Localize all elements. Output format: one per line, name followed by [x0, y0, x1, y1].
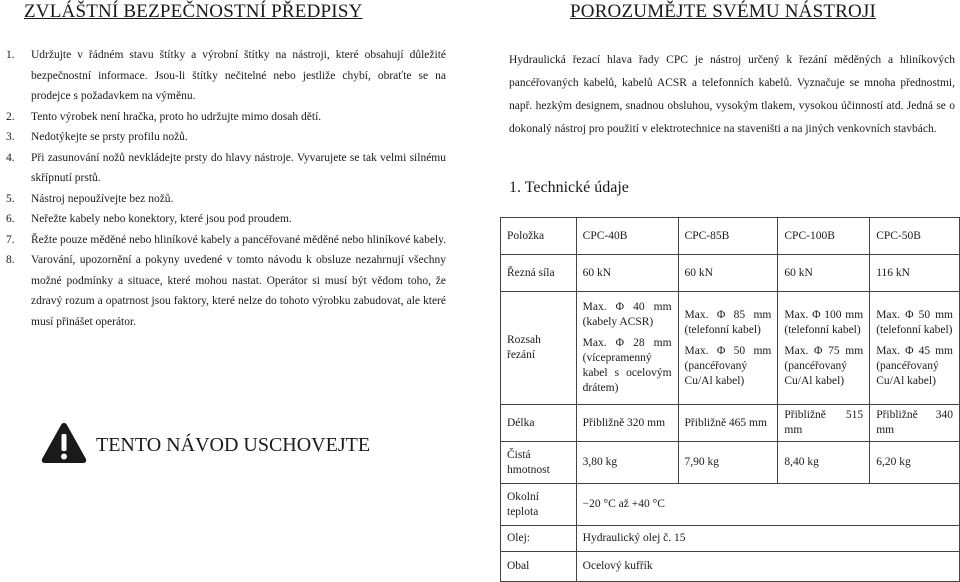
table-row [501, 255, 960, 292]
range-cell [576, 292, 678, 405]
table-row [501, 552, 960, 582]
force-cell: 60 kN [576, 255, 678, 292]
table-row [501, 218, 960, 255]
table-row [501, 292, 960, 405]
range-value: Max. Φ 85 mm (telefonní kabel) [684, 308, 772, 336]
rule-text: Při zasunování nožů nevkládejte prsty do hlavy nástroje. Vyvarujete se tak velmi silnému skřípnutí prstů. [31, 151, 446, 184]
rule-number: 2. [6, 110, 15, 123]
range-cell [778, 292, 870, 405]
right-section-title: POROZUMĚJTE SVÉMU NÁSTROJI [570, 1, 877, 22]
list-item [6, 230, 446, 251]
rule-text: Neřežte kabely nebo konektory, které jsou pod proudem. [31, 213, 292, 225]
rule-number: 1. [6, 49, 15, 61]
spec-heading: 1. Technické údaje [509, 179, 629, 196]
list-item [6, 148, 446, 189]
row-label: Rozsah řezání [501, 292, 577, 405]
table-row [501, 442, 960, 484]
row-label: Čistá hmotnost [501, 442, 577, 484]
oil-cell: Hydraulický olej č. 15 [576, 526, 959, 552]
rule-text: Varování, upozornění a pokyny uvedené v tomto návodu k obsluze nezahrnují všechny možné podmínky a situace, které mohou nastat. Operátor si musí být vědom toho, že zdravý rozum a opatrnost jsou faktory, které nelze do tohoto výrobku zabudovat, ale které musí přinášet operátor. [31, 254, 446, 328]
rule-number: 7. [6, 233, 15, 246]
model-cell: CPC-100B [778, 218, 870, 255]
rule-text: Řežte pouze měděné nebo hliníkové kabely a pancéřované měděné nebo hliníkové kabely. [31, 233, 447, 246]
rule-number: 3. [6, 131, 15, 143]
rule-number: 4. [6, 151, 15, 164]
spec-table [500, 217, 960, 582]
row-label: Olej: [501, 526, 577, 552]
range-cell [870, 292, 960, 405]
list-item [6, 127, 446, 148]
list-item [6, 45, 446, 107]
length-cell: Přibližně 320 mm [576, 405, 678, 442]
rule-number: 6. [6, 213, 15, 225]
length-cell: Přibližně 340 mm [870, 405, 960, 442]
model-cell: CPC-85B [678, 218, 778, 255]
weight-cell: 3,80 kg [576, 442, 678, 484]
table-row [501, 526, 960, 552]
force-cell: 60 kN [778, 255, 870, 292]
rule-number: 5. [6, 192, 15, 205]
row-label: Obal [501, 552, 577, 582]
intro-paragraph: Hydraulická řezací hlava řady CPC je nástroj určený k řezání měděných a hliníkových pancéřovaných kabelů, kabelů ACSR a telefonních kabelů. Vyznačuje se mnoha přednostmi, např. hezkým designem, snadnou obsluhou, vysokým tlakem, vysokou účinností atd. Jedná se o dokonalý nástroj pro použití v elektrotechnice na staveništi a na jiných venkovních stavbách. [509, 54, 955, 135]
keep-manual-notice: TENTO NÁVOD USCHOVEJTE [96, 434, 371, 456]
model-cell: CPC-40B [576, 218, 678, 255]
rule-text: Nedotýkejte se prsty profilu nožů. [31, 131, 188, 143]
length-cell: Přibližně 465 mm [678, 405, 778, 442]
row-label: Délka [501, 405, 577, 442]
range-value: Max. Φ 75 mm (pancéřovaný Cu/Al kabel) [784, 344, 864, 387]
table-row [501, 405, 960, 442]
safety-rules-list [6, 45, 446, 332]
force-cell: 116 kN [870, 255, 960, 292]
force-cell: 60 kN [678, 255, 778, 292]
length-cell: Přibližně 515 mm [778, 405, 870, 442]
range-value: Max. Φ 28 mm (vícepramenný kabel s ocelovým drátem) [582, 337, 672, 394]
range-value: Max. Φ 50 mm (pancéřovaný Cu/Al kabel) [684, 344, 772, 387]
case-cell: Ocelový kufřík [576, 552, 959, 582]
rule-text: Nástroj nepoužívejte bez nožů. [31, 192, 174, 205]
temp-cell: −20 °C až +40 °C [576, 484, 959, 526]
list-item [6, 209, 446, 230]
weight-cell: 6,20 kg [870, 442, 960, 484]
list-item [6, 250, 446, 332]
range-value: Max. Φ 100 mm (telefonní kabel) [784, 308, 864, 336]
list-item [6, 189, 446, 210]
model-cell: CPC-50B [870, 218, 960, 255]
range-cell [678, 292, 778, 405]
row-label: Řezná síla [501, 255, 577, 292]
range-value: Max. Φ 50 mm (telefonní kabel) [876, 308, 953, 336]
row-label: Položka [501, 218, 577, 255]
range-value: Max. Φ 45 mm (pancéřovaný Cu/Al kabel) [876, 344, 953, 387]
rule-number: 8. [6, 254, 15, 266]
left-section-title: ZVLÁŠTNÍ BEZPEČNOSTNÍ PŘEDPISY [24, 1, 363, 22]
table-row [501, 484, 960, 526]
weight-cell: 7,90 kg [678, 442, 778, 484]
warning-triangle-icon [40, 421, 88, 465]
rule-text: Tento výrobek není hračka, proto ho udržujte mimo dosah dětí. [31, 110, 322, 123]
range-value: Max. Φ 40 mm (kabely ACSR) [582, 301, 672, 328]
row-label: Okolní teplota [501, 484, 577, 526]
rule-text: Udržujte v řádném stavu štítky a výrobní štítky na nástroji, které obsahují důležité bezpečnostní informace. Jsou-li štítky nečitelné nebo jestliže chybí, obraťte se na prodejce s požadavkem na výměnu. [31, 49, 446, 102]
weight-cell: 8,40 kg [778, 442, 870, 484]
list-item [6, 107, 446, 128]
